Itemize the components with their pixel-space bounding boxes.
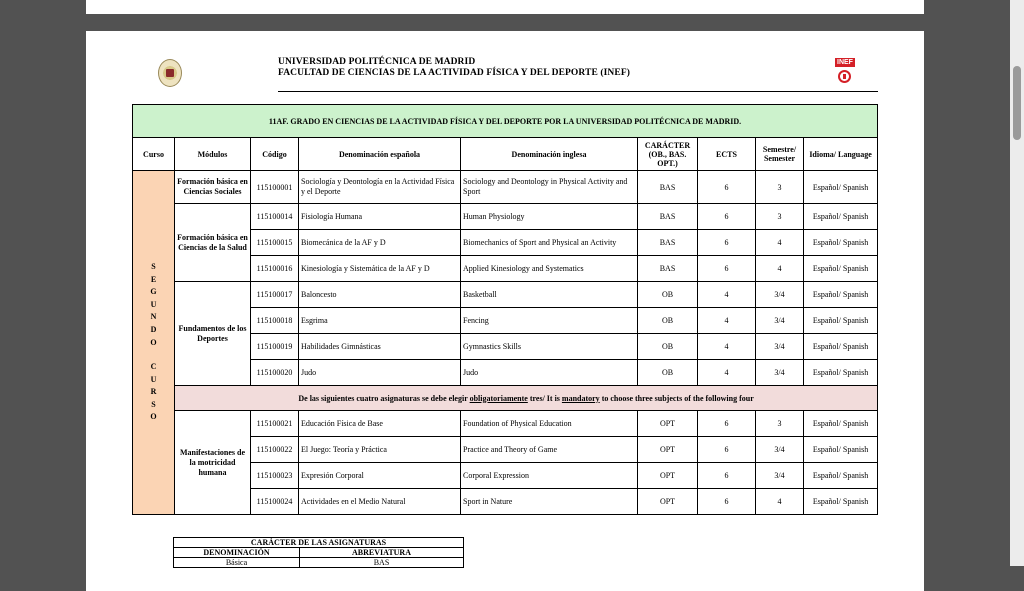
idioma-cell: Español/ Spanish <box>804 334 878 360</box>
semestre-cell: 4 <box>756 230 804 256</box>
table-row <box>133 171 878 204</box>
code-cell: 115100017 <box>251 282 299 308</box>
inef-logo-mark <box>838 70 851 83</box>
idioma-cell: Español/ Spanish <box>804 308 878 334</box>
code-cell: 115100023 <box>251 463 299 489</box>
inef-logo-text: INEF <box>835 58 855 67</box>
caracter-cell: OPT <box>638 437 698 463</box>
table-row <box>133 204 878 230</box>
semestre-cell: 3 <box>756 171 804 204</box>
caracter-cell: BAS <box>638 171 698 204</box>
module-cell: Manifestaciones de la motricidad humana <box>175 411 251 515</box>
ects-cell: 4 <box>698 360 756 386</box>
semestre-cell: 3 <box>756 204 804 230</box>
name-es-cell: Judo <box>299 360 461 386</box>
code-cell: 115100022 <box>251 437 299 463</box>
idioma-cell: Español/ Spanish <box>804 230 878 256</box>
header-rule <box>278 91 878 92</box>
table-title: 11AF. GRADO EN CIENCIAS DE LA ACTIVIDAD FÍSICA Y DEL DEPORTE POR LA UNIVERSIDAD POLITÉCNICA DE MADRID. <box>133 105 878 138</box>
page-header <box>278 57 630 79</box>
name-es-cell: Habilidades Gimnásticas <box>299 334 461 360</box>
name-es-cell: Actividades en el Medio Natural <box>299 489 461 515</box>
ects-cell: 6 <box>698 437 756 463</box>
module-cell: Formación básica en Ciencias Sociales <box>175 171 251 204</box>
ects-cell: 4 <box>698 282 756 308</box>
module-cell: Formación básica en Ciencias de la Salud <box>175 204 251 282</box>
header-faculty: FACULTAD DE CIENCIAS DE LA ACTIVIDAD FÍSICA Y DEL DEPORTE (INEF) <box>278 68 630 78</box>
idioma-cell: Español/ Spanish <box>804 204 878 230</box>
code-cell: 115100014 <box>251 204 299 230</box>
name-en-cell: Fencing <box>461 308 638 334</box>
previous-page-edge <box>86 0 924 14</box>
idioma-cell: Español/ Spanish <box>804 489 878 515</box>
ects-cell: 6 <box>698 411 756 437</box>
ects-cell: 6 <box>698 256 756 282</box>
name-es-cell: Kinesiología y Sistemática de la AF y D <box>299 256 461 282</box>
semestre-cell: 3/4 <box>756 437 804 463</box>
caracter-cell: OB <box>638 334 698 360</box>
document-page <box>86 31 924 591</box>
name-es-cell: Fisiología Humana <box>299 204 461 230</box>
subjects-table <box>132 104 878 515</box>
ects-cell: 6 <box>698 489 756 515</box>
module-cell: Fundamentos de los Deportes <box>175 282 251 386</box>
col-semestre: Semestre/ Semester <box>756 138 804 171</box>
name-en-cell: Basketball <box>461 282 638 308</box>
caracter-cell: BAS <box>638 230 698 256</box>
code-cell: 115100016 <box>251 256 299 282</box>
col-curso: Curso <box>133 138 175 171</box>
scrollbar-thumb[interactable] <box>1013 66 1021 140</box>
legend-title: CARÁCTER DE LAS ASIGNATURAS <box>174 538 464 548</box>
table-row <box>133 411 878 437</box>
caracter-cell: OB <box>638 360 698 386</box>
curso-cell: S E G U N D O C U R S O <box>133 171 175 515</box>
idioma-cell: Español/ Spanish <box>804 171 878 204</box>
caracter-cell: OPT <box>638 489 698 515</box>
code-cell: 115100021 <box>251 411 299 437</box>
idioma-cell: Español/ Spanish <box>804 437 878 463</box>
name-es-cell: Esgrima <box>299 308 461 334</box>
name-en-cell: Human Physiology <box>461 204 638 230</box>
code-cell: 115100020 <box>251 360 299 386</box>
semestre-cell: 3/4 <box>756 334 804 360</box>
semestre-cell: 4 <box>756 489 804 515</box>
col-denominacion-es: Denominación española <box>299 138 461 171</box>
name-en-cell: Foundation of Physical Education <box>461 411 638 437</box>
semestre-cell: 3/4 <box>756 282 804 308</box>
name-en-cell: Corporal Expression <box>461 463 638 489</box>
caracter-cell: OB <box>638 308 698 334</box>
name-en-cell: Gymnastics Skills <box>461 334 638 360</box>
name-en-cell: Biomechanics of Sport and Physical an Activity <box>461 230 638 256</box>
col-ects: ECTS <box>698 138 756 171</box>
legend-row-name: Básica <box>174 558 300 568</box>
ects-cell: 6 <box>698 463 756 489</box>
name-es-cell: El Juego: Teoría y Práctica <box>299 437 461 463</box>
caracter-cell: OB <box>638 282 698 308</box>
ects-cell: 4 <box>698 308 756 334</box>
header-university: UNIVERSIDAD POLITÉCNICA DE MADRID <box>278 57 476 67</box>
name-es-cell: Sociología y Deontología en la Actividad Física y el Deporte <box>299 171 461 204</box>
ects-cell: 6 <box>698 171 756 204</box>
ects-cell: 4 <box>698 334 756 360</box>
name-en-cell: Sport in Nature <box>461 489 638 515</box>
col-caracter: CARÁCTER (OB., BAS. OPT.) <box>638 138 698 171</box>
legend-row-abbr: BAS <box>300 558 464 568</box>
name-es-cell: Expresión Corporal <box>299 463 461 489</box>
name-en-cell: Judo <box>461 360 638 386</box>
name-en-cell: Practice and Theory of Game <box>461 437 638 463</box>
code-cell: 115100019 <box>251 334 299 360</box>
caracter-cell: BAS <box>638 256 698 282</box>
code-cell: 115100024 <box>251 489 299 515</box>
name-es-cell: Educación Física de Base <box>299 411 461 437</box>
semestre-cell: 3 <box>756 411 804 437</box>
caracter-cell: OPT <box>638 463 698 489</box>
legend-col-abbr: ABREVIATURA <box>300 548 464 558</box>
idioma-cell: Español/ Spanish <box>804 256 878 282</box>
idioma-cell: Español/ Spanish <box>804 463 878 489</box>
table-row <box>133 282 878 308</box>
code-cell: 115100018 <box>251 308 299 334</box>
ects-cell: 6 <box>698 204 756 230</box>
ects-cell: 6 <box>698 230 756 256</box>
semestre-cell: 3/4 <box>756 463 804 489</box>
name-es-cell: Baloncesto <box>299 282 461 308</box>
idioma-cell: Español/ Spanish <box>804 411 878 437</box>
vertical-scrollbar[interactable] <box>1010 0 1024 566</box>
code-cell: 115100015 <box>251 230 299 256</box>
note-row <box>133 386 878 411</box>
idioma-cell: Español/ Spanish <box>804 360 878 386</box>
semestre-cell: 4 <box>756 256 804 282</box>
name-es-cell: Biomecánica de la AF y D <box>299 230 461 256</box>
code-cell: 115100001 <box>251 171 299 204</box>
col-modulos: Módulos <box>175 138 251 171</box>
idioma-cell: Español/ Spanish <box>804 282 878 308</box>
caracter-cell: BAS <box>638 204 698 230</box>
inef-logo <box>834 58 858 88</box>
col-denominacion-en: Denominación inglesa <box>461 138 638 171</box>
col-codigo: Código <box>251 138 299 171</box>
name-en-cell: Applied Kinesiology and Systematics <box>461 256 638 282</box>
col-idioma: Idioma/ Language <box>804 138 878 171</box>
semestre-cell: 3/4 <box>756 360 804 386</box>
legend-table <box>173 537 464 568</box>
caracter-cell: OPT <box>638 411 698 437</box>
elective-note: De las siguientes cuatro asignaturas se debe elegir obligatoriamente tres/ It is mandatory to choose three subjects of the following four <box>175 386 878 411</box>
legend-col-name: DENOMINACIÓN <box>174 548 300 558</box>
upm-seal-logo <box>158 59 182 87</box>
semestre-cell: 3/4 <box>756 308 804 334</box>
name-en-cell: Sociology and Deontology in Physical Activity and Sport <box>461 171 638 204</box>
